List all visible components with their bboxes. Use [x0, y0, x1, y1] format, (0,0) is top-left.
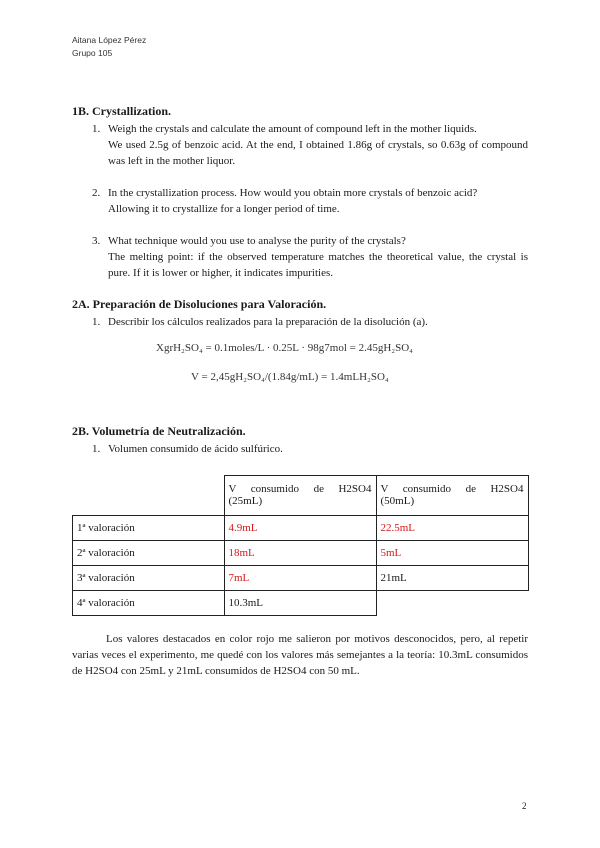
- value-25ml: 7mL: [224, 565, 376, 590]
- row-label: 4ª valoración: [73, 590, 225, 615]
- question-text: Weigh the crystals and calculate the amount of compound left in the mother liquids.: [108, 123, 477, 135]
- formula-volume: V = 2,45gH₂SO₄/(1.84g/mL) = 1.4mLH₂SO₄: [191, 371, 389, 383]
- table-corner-cell: [73, 476, 225, 516]
- author-name: Aitana López Pérez: [72, 35, 147, 45]
- table-header-25ml: V consumido de H2SO4 (25mL): [224, 476, 376, 516]
- empty-cell: [376, 590, 528, 615]
- table-row: [73, 540, 529, 565]
- conclusion-text: Los valores destacados en color rojo me salieron por motivos desconocidos, pero, al repetir varias veces el experimento, me quedé con los valores más semejantes a la teoría: 10.3mL consumidos de H2SO4 con 25mL y 21mL consumidos de H2SO4 con 50 mL.: [72, 633, 528, 677]
- table-row: [73, 565, 529, 590]
- row-label: 1ª valoración: [73, 515, 225, 540]
- list-item: [92, 121, 528, 169]
- table-row: [73, 590, 529, 615]
- value-50ml: 21mL: [376, 565, 528, 590]
- table-header-row: [73, 476, 529, 516]
- titration-table: [72, 475, 529, 616]
- page-number: 2: [522, 801, 527, 811]
- question-text: What technique would you use to analyse the purity of the crystals?: [108, 235, 406, 247]
- list-item: [92, 185, 528, 217]
- item-number: 1.: [92, 123, 101, 135]
- list-item: [92, 233, 528, 281]
- table-row: [73, 515, 529, 540]
- item-number: 1.: [92, 316, 101, 328]
- row-label: 2ª valoración: [73, 540, 225, 565]
- value-25ml: 18mL: [224, 540, 376, 565]
- section-title-2b: 2B. Volumetría de Neutralización.: [72, 424, 246, 438]
- item-number: 2.: [92, 187, 101, 199]
- value-25ml: 10.3mL: [224, 590, 376, 615]
- section-title-2a: 2A. Preparación de Disoluciones para Valoración.: [72, 297, 327, 311]
- answer-text: We used 2.5g of benzoic acid. At the end, I obtained 1.86g of crystals, so 0.63g of compound was left in the mother liquor.: [108, 139, 528, 167]
- question-text: Volumen consumido de ácido sulfúrico.: [108, 443, 283, 455]
- list-item: [92, 441, 528, 457]
- table-header-50ml: V consumido de H2SO4 (50mL): [376, 476, 528, 516]
- value-50ml: 22.5mL: [376, 515, 528, 540]
- question-text: Describir los cálculos realizados para la preparación de la disolución (a).: [108, 316, 428, 328]
- value-25ml: 4.9mL: [224, 515, 376, 540]
- formula-mass: XgrH₂SO₄ = 0.1moles/L · 0.25L · 98g7mol = 2.45gH₂SO₄: [156, 342, 414, 354]
- question-text: In the crystallization process. How would you obtain more crystals of benzoic acid?: [108, 187, 478, 199]
- answer-text: The melting point: if the observed temperature matches the theoretical value, the crystal is pure. If it is lower or higher, it indicates impurities.: [108, 251, 528, 279]
- page-header: [72, 34, 146, 60]
- item-number: 1.: [92, 443, 101, 455]
- group-label: Grupo 105: [72, 48, 113, 58]
- section-title-1b: 1B. Crystallization.: [72, 104, 171, 118]
- list-item: [92, 314, 528, 330]
- value-50ml: 5mL: [376, 540, 528, 565]
- answer-text: Allowing it to crystallize for a longer period of time.: [108, 203, 340, 215]
- row-label: 3ª valoración: [73, 565, 225, 590]
- item-number: 3.: [92, 235, 101, 247]
- conclusion-paragraph: [72, 631, 528, 679]
